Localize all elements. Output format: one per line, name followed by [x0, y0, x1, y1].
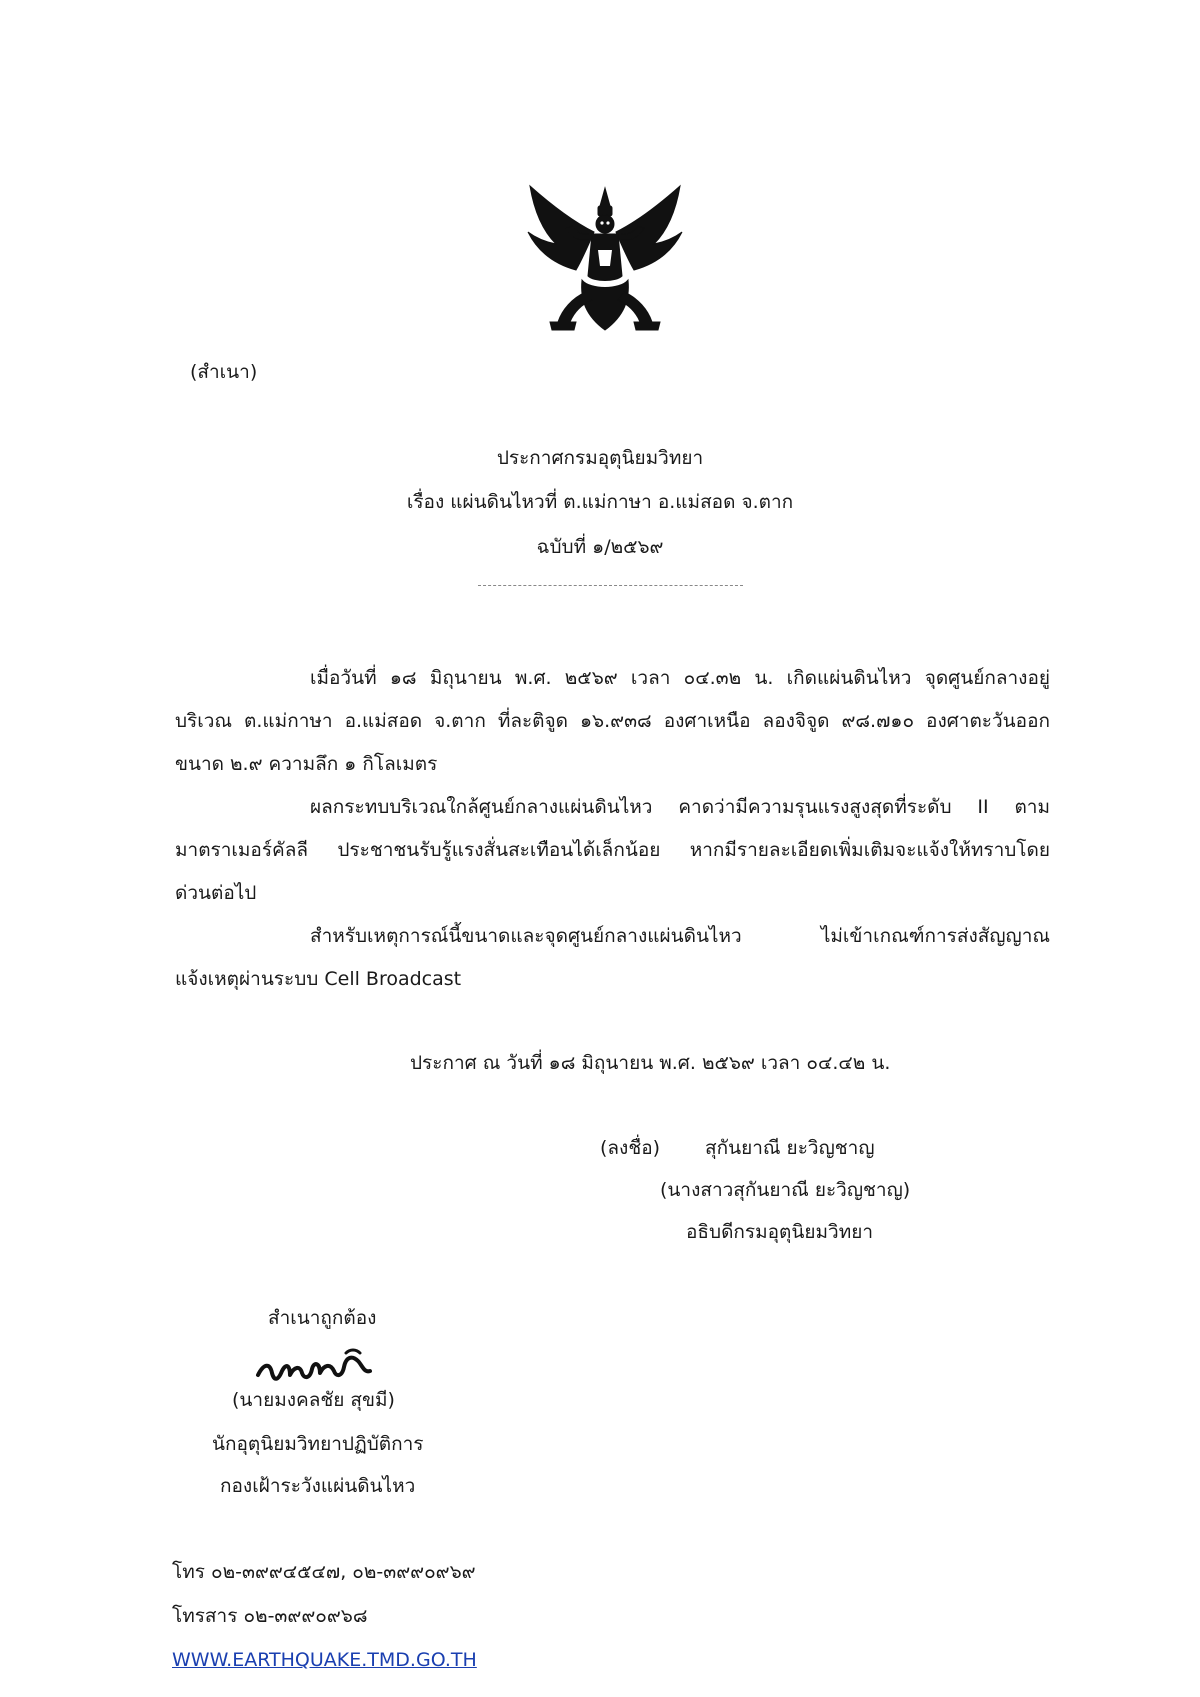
announcement-date: ประกาศ ณ วันที่ ๑๘ มิถุนายน พ.ศ. ๒๕๖๙ เวลา ๐๔.๔๒ น.	[410, 1052, 891, 1074]
certifier-division: กองเฝ้าระวังแผ่นดินไหว	[220, 1475, 416, 1497]
body-line: เมื่อวันที่ ๑๘ มิถุนายน พ.ศ. ๒๕๖๙ เวลา ๐๔.๓๒ น. เกิดแผ่นดินไหว จุดศูนย์กลางอยู่	[310, 667, 1050, 689]
announcement-subject: เรื่อง แผ่นดินไหวที่ ต.แม่กาษา อ.แม่สอด จ.ตาก	[406, 491, 794, 513]
body-line: ด่วนต่อไป	[175, 882, 257, 904]
garuda-emblem-icon	[520, 180, 690, 350]
announcement-title: ประกาศกรมอุตุนิยมวิทยา	[496, 447, 704, 469]
signer-position: อธิบดีกรมอุตุนิยมวิทยา	[686, 1221, 874, 1243]
certifier-signature	[254, 1345, 374, 1389]
announcement-number: ฉบับที่ ๑/๒๕๖๙	[536, 536, 664, 558]
body-line: ขนาด ๒.๙ ความลึก ๑ กิโลเมตร	[175, 753, 438, 775]
copy-label: (สำเนา)	[190, 361, 258, 383]
body-line: มาตราเมอร์คัลลี ประชาชนรับรู้แรงสั่นสะเทือนได้เล็กน้อย หากมีรายละเอียดเพิ่มเติมจะแจ้งให้ทราบโดย	[175, 839, 1050, 861]
signer-full-name: (นางสาวสุกันยาณี ยะวิญชาญ)	[660, 1179, 911, 1201]
body-line: ผลกระทบบริเวณใกล้ศูนย์กลางแผ่นดินไหว คาดว่ามีความรุนแรงสูงสุดที่ระดับ II ตาม	[310, 796, 1050, 818]
contact-fax: โทรสาร ๐๒-๓๙๙๐๙๖๘	[172, 1605, 368, 1627]
body-line: สำหรับเหตุการณ์นี้ขนาดและจุดศูนย์กลางแผ่นดินไหว ไม่เข้าเกณฑ์การส่งสัญญาณ	[310, 925, 1050, 947]
body-line: แจ้งเหตุผ่านระบบ Cell Broadcast	[175, 968, 462, 990]
body-line: บริเวณ ต.แม่กาษา อ.แม่สอด จ.ตาก ที่ละติจูด ๑๖.๙๓๘ องศาเหนือ ลองจิจูด ๙๘.๗๑๐ องศาตะวันออก	[175, 710, 1050, 732]
contact-phone: โทร ๐๒-๓๙๙๔๕๔๗, ๐๒-๓๙๙๐๙๖๙	[172, 1561, 476, 1583]
signature-label: (ลงชื่อ)	[600, 1137, 661, 1159]
certifier-position: นักอุตุนิยมวิทยาปฏิบัติการ	[212, 1433, 424, 1455]
signer-name: สุกันยาณี ยะวิญชาญ	[705, 1137, 875, 1159]
title-divider	[478, 585, 743, 586]
website-link[interactable]: WWW.EARTHQUAKE.TMD.GO.TH	[172, 1649, 477, 1671]
certified-copy-label: สำเนาถูกต้อง	[268, 1307, 377, 1329]
certifier-name: (นายมงคลชัย สุขมี)	[232, 1389, 395, 1411]
